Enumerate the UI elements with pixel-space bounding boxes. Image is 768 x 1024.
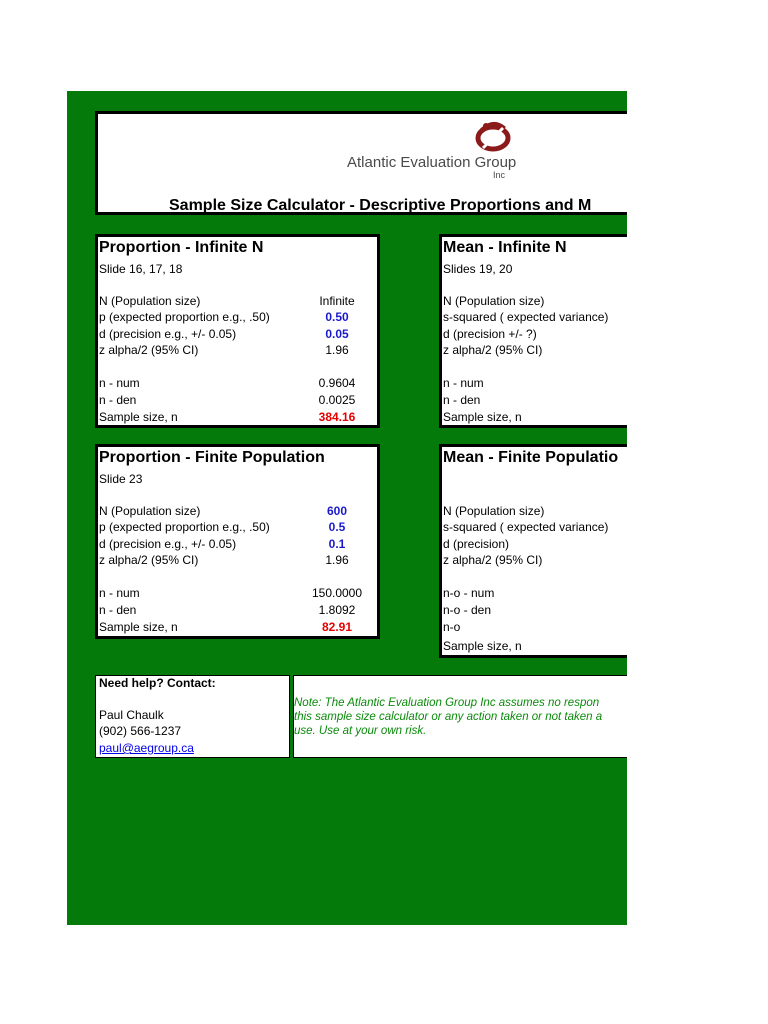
panel-slides: Slide 16, 17, 18 [99, 262, 183, 276]
row-label: Sample size, n [99, 410, 178, 424]
row-label: d (precision e.g., +/- 0.05) [99, 537, 237, 551]
panel-title: Mean - Finite Populatio [443, 449, 619, 466]
row-label: p (expected proportion e.g., .50) [99, 520, 270, 534]
logo-mark-icon [473, 120, 513, 154]
input-cell-p[interactable]: 0.5 [328, 520, 346, 534]
contact-title: Need help? Contact: [99, 676, 216, 690]
row-label: p (expected proportion e.g., .50) [99, 310, 270, 324]
header-box [95, 111, 627, 215]
row-label: s-squared ( expected variance) [443, 520, 609, 534]
row-label: d (precision e.g., +/- 0.05) [99, 327, 237, 341]
row-label: Sample size, n [443, 410, 522, 424]
logo-text: Atlantic Evaluation Group [347, 154, 517, 171]
note-line: this sample size calculator or any action taken or not taken a [294, 711, 603, 723]
row-label: n - den [99, 603, 137, 617]
row-label: N (Population size) [99, 294, 201, 308]
panel-mean-infinite [439, 234, 627, 428]
row-label: n - num [99, 586, 140, 600]
result-sample-size: 384.16 [318, 410, 356, 424]
input-cell-population[interactable]: 600 [326, 504, 348, 518]
row-label: d (precision +/- ?) [443, 327, 537, 341]
row-label: s-squared ( expected variance) [443, 310, 609, 324]
row-label: z alpha/2 (95% CI) [443, 343, 543, 357]
row-value: 0.9604 [318, 376, 356, 390]
panel-slides: Slides 19, 20 [443, 262, 513, 276]
input-cell-p[interactable]: 0.50 [325, 310, 349, 324]
logo-inc: Inc [493, 170, 506, 180]
spreadsheet-area [67, 91, 627, 925]
panel-title: Mean - Infinite N [443, 239, 567, 256]
result-sample-size: 82.91 [321, 620, 353, 634]
input-cell-d[interactable]: 0.05 [325, 327, 349, 341]
row-value: 1.96 [325, 343, 349, 357]
panel-mean-finite [439, 444, 627, 658]
panel-proportion-infinite [95, 234, 380, 428]
row-value: 150.0000 [311, 586, 363, 600]
note-line: Note: The Atlantic Evaluation Group Inc assumes no respon [294, 697, 600, 709]
disclaimer-note [293, 675, 627, 758]
row-value: 0.0025 [318, 393, 356, 407]
row-label: z alpha/2 (95% CI) [443, 553, 543, 567]
contact-name: Paul Chaulk [99, 708, 164, 722]
contact-phone: (902) 566-1237 [99, 724, 182, 738]
row-label: z alpha/2 (95% CI) [99, 553, 199, 567]
row-label: N (Population size) [99, 504, 201, 518]
row-label: n-o - den [443, 603, 492, 617]
row-label: n-o [443, 620, 461, 634]
row-label: n-o - num [443, 586, 495, 600]
contact-box [95, 675, 290, 758]
row-value: 1.96 [325, 553, 349, 567]
row-label: n - num [99, 376, 140, 390]
row-label: N (Population size) [443, 504, 545, 518]
note-line: use. Use at your own risk. [294, 725, 427, 737]
contact-email-link[interactable]: paul@aegroup.ca [99, 741, 194, 755]
row-label: n - num [443, 376, 484, 390]
row-value: Infinite [319, 294, 355, 308]
row-label: z alpha/2 (95% CI) [99, 343, 199, 357]
row-value: 1.8092 [318, 603, 356, 617]
row-label: N (Population size) [443, 294, 545, 308]
panel-slides: Slide 23 [99, 472, 143, 486]
panel-title: Proportion - Finite Population [99, 449, 325, 466]
panel-proportion-finite [95, 444, 380, 639]
company-logo [347, 120, 527, 178]
input-cell-d[interactable]: 0.1 [328, 537, 346, 551]
row-label: Sample size, n [99, 620, 178, 634]
row-label: n - den [99, 393, 137, 407]
row-label: d (precision) [443, 537, 510, 551]
row-label: Sample size, n [443, 639, 522, 653]
row-label: n - den [443, 393, 481, 407]
page-title: Sample Size Calculator - Descriptive Proportions and M [169, 197, 592, 214]
panel-title: Proportion - Infinite N [99, 239, 264, 256]
